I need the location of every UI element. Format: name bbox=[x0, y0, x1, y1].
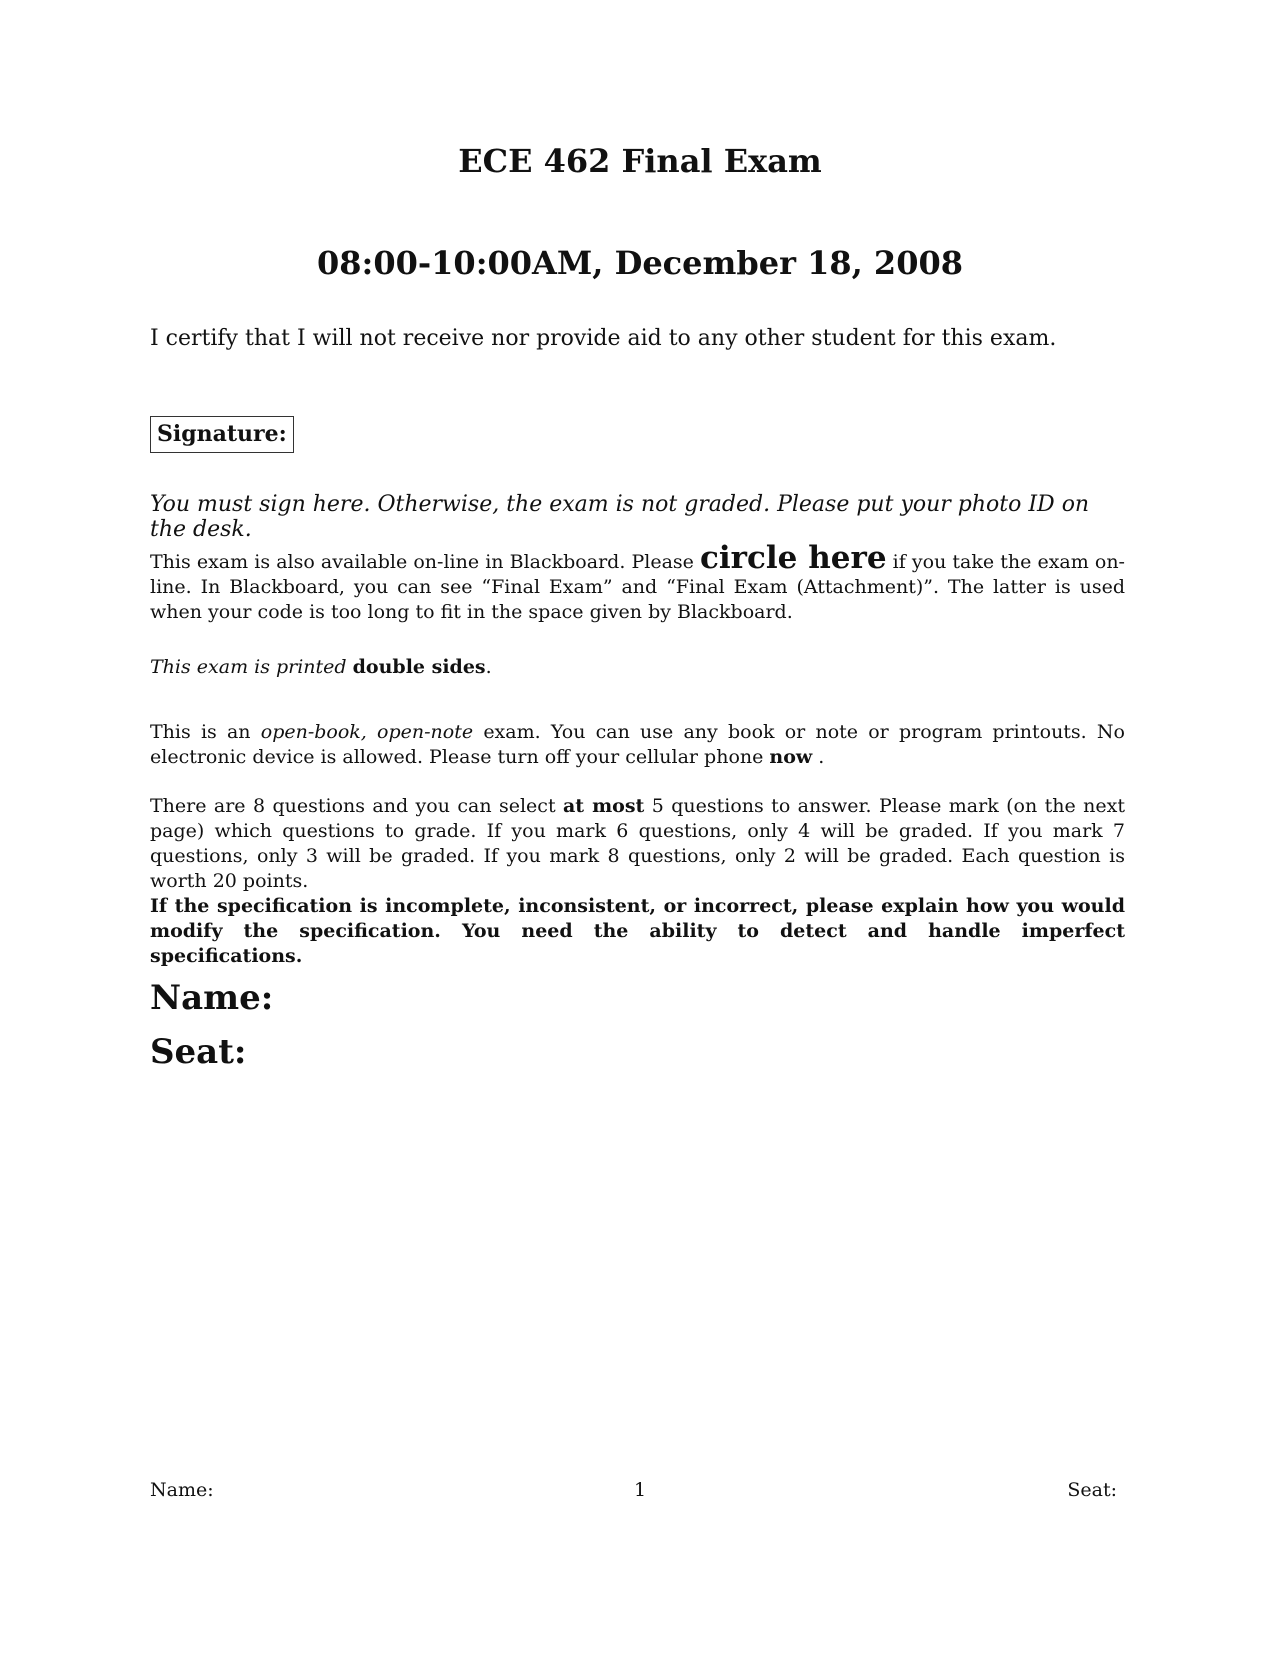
printed-notice bbox=[150, 655, 1125, 680]
specification-notice: If the specification is incomplete, inconsistent, or incorrect, please explain how you would modify the specification. You need the ability to detect and handle imperfect specifications. bbox=[150, 895, 1125, 967]
open-book-end: . bbox=[812, 746, 825, 768]
online-text-before: This exam is also available on-line in Blackboard. Please bbox=[150, 551, 701, 573]
open-book-paragraph bbox=[150, 720, 1125, 770]
open-book-italic: open-book, open-note bbox=[260, 721, 474, 743]
online-text-after: if you take the exam on-line. In Blackboard, you can see “Final Exam” and “Final Exam (Attachment)”. The latter is used when your code is too long to fit in the space given by Blackboard. bbox=[150, 551, 1125, 623]
footer-seat-label: Seat: bbox=[1067, 1479, 1117, 1501]
questions-after: 5 questions to answer. Please mark (on the next page) which questions to grade. If you mark 6 questions, only 4 will be graded. If you mark 7 questions, only 3 will be graded. If you mark 8 questions, only 2 will be graded. Each question is worth 20 points. bbox=[150, 795, 1125, 892]
open-book-middle: exam. You can use any book or note or program printouts. No electronic device is allowed. Please turn off your cellular phone bbox=[150, 721, 1125, 768]
name-field-label: Name: bbox=[150, 978, 274, 1018]
footer-page-number: 1 bbox=[633, 1479, 647, 1501]
exam-datetime: 08:00-10:00AM, December 18, 2008 bbox=[317, 244, 963, 282]
seat-field-label: Seat: bbox=[150, 1032, 247, 1072]
circle-here-target: circle here bbox=[700, 540, 887, 576]
questions-before: There are 8 questions and you can select bbox=[150, 795, 563, 817]
questions-bold: at most bbox=[563, 795, 645, 817]
signature-box: Signature: bbox=[150, 416, 294, 453]
certification-statement: I certify that I will not receive nor provide aid to any other student for this exam. bbox=[150, 326, 1057, 351]
questions-paragraph bbox=[150, 794, 1125, 894]
printed-bold: double sides bbox=[352, 656, 486, 678]
footer-name-label: Name: bbox=[150, 1479, 214, 1501]
open-book-before: This is an bbox=[150, 721, 261, 743]
online-availability-paragraph bbox=[150, 540, 1125, 625]
open-book-bold: now bbox=[769, 746, 813, 768]
printed-end: . bbox=[485, 656, 492, 678]
exam-title: ECE 462 Final Exam bbox=[458, 142, 822, 180]
printed-italic: This exam is printed bbox=[150, 656, 347, 678]
must-sign-notice: You must sign here. Otherwise, the exam is not graded. Please put your photo ID on the desk. bbox=[150, 492, 1090, 542]
